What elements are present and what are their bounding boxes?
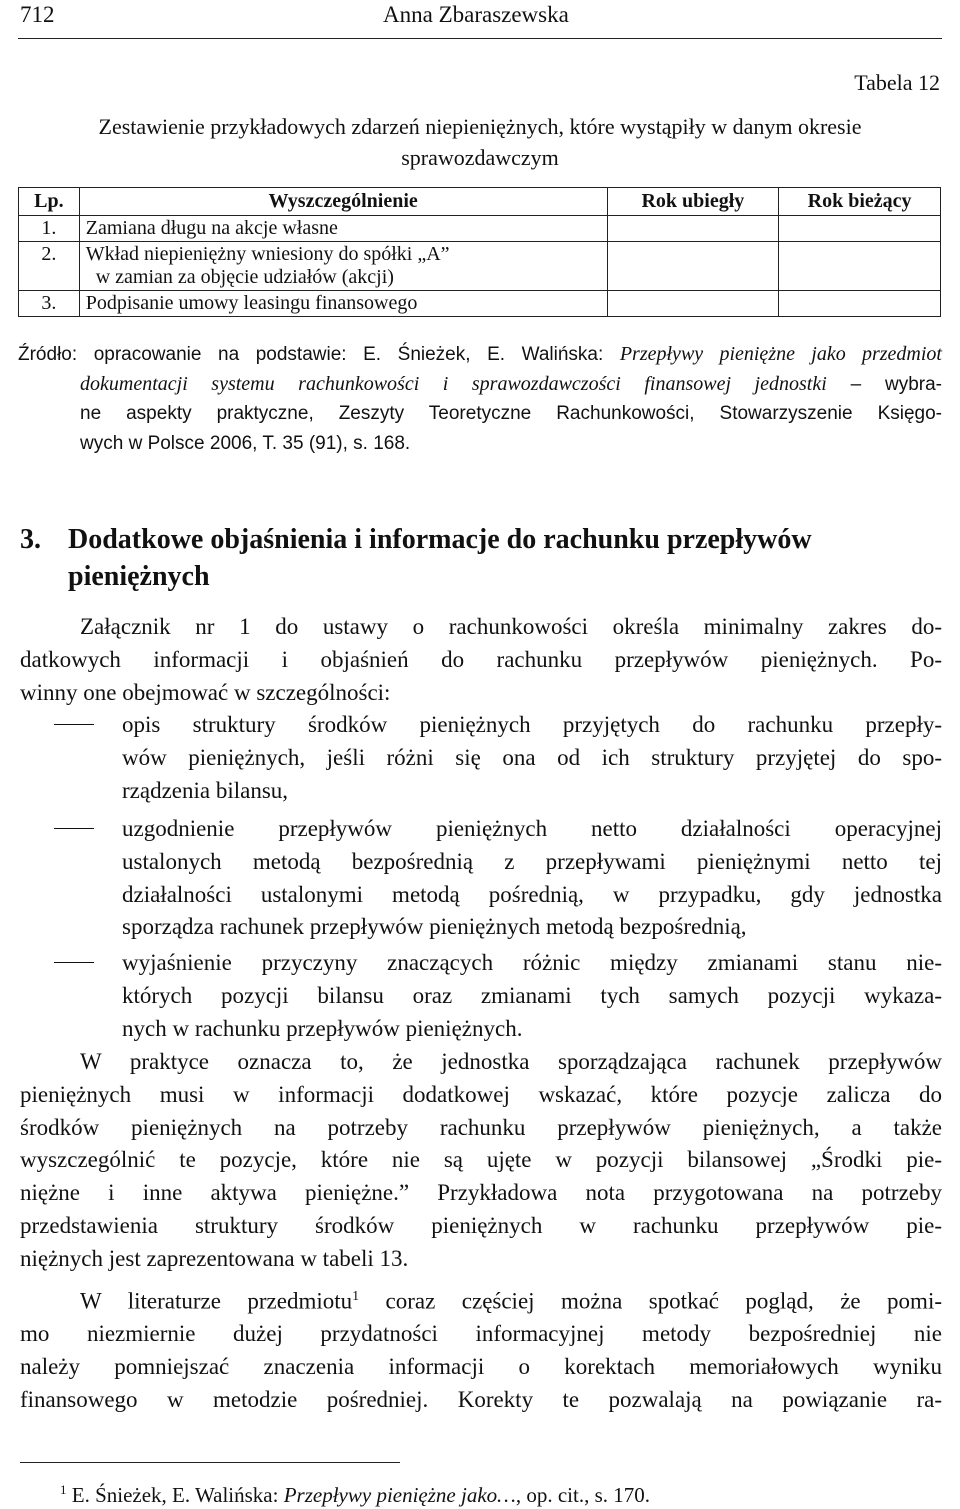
section-heading <box>20 521 944 595</box>
col-previous-year: Rok ubiegły <box>607 188 779 216</box>
footnote-title: Przepływy pieniężne jako… <box>283 1483 516 1507</box>
para1-line1: Załącznik nr 1 do ustawy o rachunkowości określa minimalny zakres do- <box>80 614 942 639</box>
dash-bullet <box>54 828 94 829</box>
bullet1-line3: rządzenia bilansu, <box>122 777 289 803</box>
source-line3: ne aspekty praktyczne, Zeszyty Teoretyczne Rachunkowości, Stowarzyszenie Księgo- <box>80 403 942 424</box>
table-row <box>19 216 941 242</box>
section-title-line2: pieniężnych <box>68 561 210 592</box>
para3-line3: należy pomniejszać znaczenia informacji o korektach memoriałowych wyniku <box>20 1354 942 1380</box>
para2-line7: niężnych jest zaprezentowana w tabeli 13. <box>20 1245 409 1271</box>
row-previous-year <box>607 242 779 291</box>
table-12 <box>18 187 941 317</box>
para2-line4: wyszczególnić te pozycje, które nie są ujęte w pozycji bilansowej „Środki pie- <box>20 1147 942 1173</box>
table-caption-line2: sprawozdawczym <box>401 145 559 170</box>
header-rule <box>18 38 942 39</box>
row-current-year <box>779 291 941 317</box>
row-lp: 1. <box>19 216 80 242</box>
para2-line6: przedstawienia struktury środków pieniężnych w rachunku przepływów pie- <box>20 1212 942 1238</box>
para3-line4: finansowego w metodzie pośredniej. Korekty te pozwalają na powiązanie ra- <box>20 1387 942 1413</box>
row-description <box>79 242 607 291</box>
para2-line3: środków pieniężnych na potrzeby rachunku przepływów pieniężnych, a także <box>20 1114 942 1140</box>
bullet1-line1: opis struktury środków pieniężnych przyjętych do rachunku przepły- <box>122 712 942 737</box>
col-lp: Lp. <box>19 188 80 216</box>
bullet2-line3: działalności ustalonymi metodą pośrednią, w przypadku, gdy jednostka <box>122 881 942 907</box>
row-current-year <box>779 242 941 291</box>
col-description: Wyszczególnienie <box>79 188 607 216</box>
row-previous-year <box>607 216 779 242</box>
bullet2-line4: sporządza rachunek przepływów pieniężnych metodą bezpośrednią, <box>122 914 747 940</box>
para2-line1: W praktyce oznacza to, że jednostka sporządzająca rachunek przepływów <box>80 1049 942 1074</box>
bullet-item-3 <box>20 947 942 1045</box>
bullet2-line2: ustalonych metodą bezpośrednią z przepływami pieniężnymi netto tej <box>122 848 942 874</box>
paragraph-3 <box>20 1281 942 1417</box>
section-title-line1: Dodatkowe objaśnienia i informacje do rachunku przepływów <box>68 524 812 555</box>
para3-line1-start: W literaturze przedmiotu <box>80 1288 353 1314</box>
bullet2-line1: uzgodnienie przepływów pieniężnych netto działalności operacyjnej <box>122 816 942 841</box>
footnote <box>60 1482 650 1508</box>
paragraph-1 <box>20 611 942 709</box>
page-number: 712 <box>20 2 55 27</box>
row-previous-year <box>607 291 779 317</box>
row-current-year <box>779 216 941 242</box>
row-description-line1: Wkład niepieniężny wniesiony do spółki „A” <box>85 243 450 265</box>
footnote-rest: , op. cit., s. 170. <box>515 1483 650 1507</box>
para3-line1-end: coraz częściej można spotkać pogląd, że pomi- <box>359 1288 942 1314</box>
footnote-marker: 1 <box>60 1482 67 1497</box>
table-number: Tabela 12 <box>854 70 940 95</box>
dash-bullet <box>54 962 94 963</box>
para2-line5: niężne i inne aktywa pieniężne.” Przykładowa nota przygotowana na potrzeby <box>20 1180 942 1206</box>
dash-bullet <box>54 724 94 725</box>
bullet3-line3: nych w rachunku przepływów pieniężnych. <box>122 1015 523 1041</box>
table-caption <box>18 110 942 173</box>
row-description: Zamiana długu na akcje własne <box>79 216 607 242</box>
para3-line1 <box>20 1281 942 1318</box>
footnote-ref[interactable]: 1 <box>352 1289 360 1304</box>
col-current-year: Rok bieżący <box>779 188 941 216</box>
row-description: Podpisanie umowy leasingu finansowego <box>79 291 607 317</box>
bullet-item-1 <box>20 709 942 807</box>
para1-line2: datkowych informacji i objaśnień do rachunku przepływów pieniężnych. Po- <box>20 646 942 672</box>
bullet1-line2: wów pieniężnych, jeśli różni się ona od ich struktury przyjętej do spo- <box>122 744 942 770</box>
source-line2: dokumentacji systemu rachunkowości i sprawozdawczości finansowej jednostki – wybra- <box>80 372 943 395</box>
source-line1 <box>18 340 942 370</box>
bullet3-line1: wyjaśnienie przyczyny znaczących różnic między zmianami stanu nie- <box>122 950 942 975</box>
source-lead: Źródło: opracowanie na podstawie: E. Śnieżek, E. Walińska: <box>18 344 620 365</box>
para1-line3: winny one obejmować w szczególności: <box>20 679 391 705</box>
footnote-rule <box>20 1462 400 1463</box>
table-caption-line1: Zestawienie przykładowych zdarzeń niepieniężnych, które wystąpiły w danym okresie <box>98 114 862 139</box>
table-row <box>19 242 941 291</box>
source-title-part1: Przepływy pieniężne jako przedmiot <box>619 343 942 365</box>
para2-line2: pieniężnych musi w informacji dodatkowej wskazać, które pozycje zalicza do <box>20 1081 942 1107</box>
running-header-author: Anna Zbaraszewska <box>383 2 569 27</box>
paragraph-2 <box>20 1046 942 1276</box>
row-lp: 2. <box>19 242 80 291</box>
table-header-row <box>19 188 941 216</box>
source-line4: wych w Polsce 2006, T. 35 (91), s. 168. <box>80 432 411 454</box>
source-title-part2: dokumentacji systemu rachunkowości i sprawozdawczości finansowej jednostki <box>80 372 827 395</box>
row-lp: 3. <box>19 291 80 317</box>
table-row <box>19 291 941 317</box>
table-source-note <box>18 340 942 458</box>
footnote-lead: E. Śnieżek, E. Walińska: <box>66 1483 284 1507</box>
bullet-item-2 <box>20 813 942 944</box>
bullet3-line2: których pozycji bilansu oraz zmianami tych samych pozycji wykaza- <box>122 982 942 1008</box>
row-description-line2: w zamian za objęcie udziałów (akcji) <box>95 266 394 288</box>
section-number: 3. <box>20 524 41 555</box>
para3-line2: mo niezmiernie dużej przydatności informacyjnej metody bezpośredniej nie <box>20 1321 942 1347</box>
